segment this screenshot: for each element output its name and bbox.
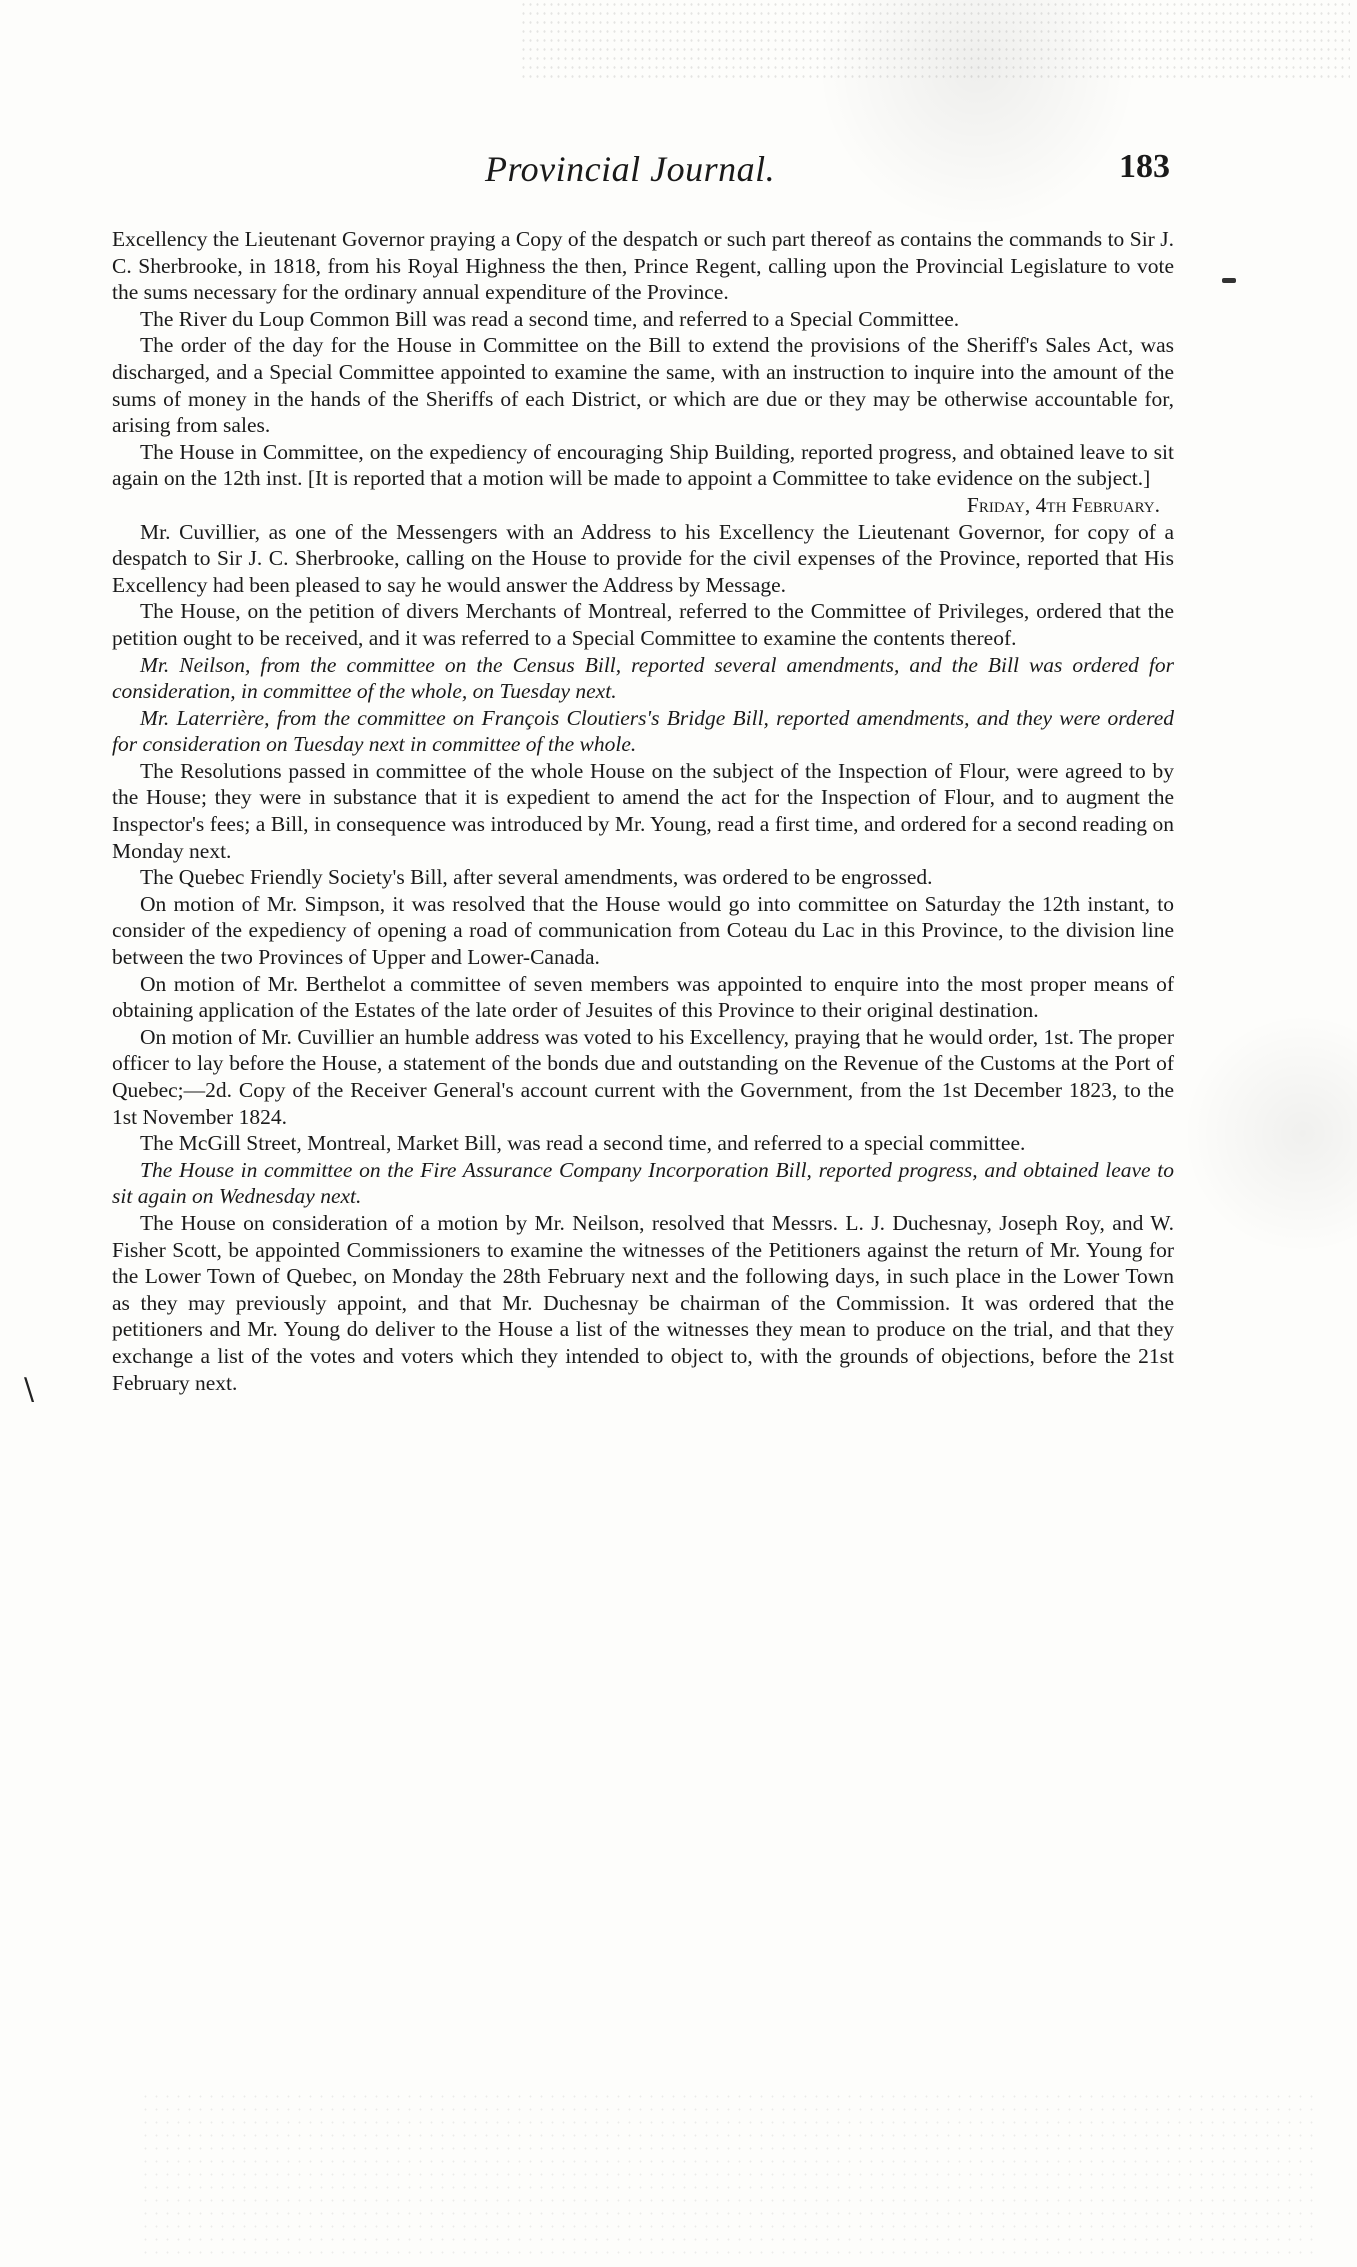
- paragraph-bridge-bill: Mr. Laterrière, from the committee on François Cloutiers's Bridge Bill, reported amendments, and they were ordered for consideration on Tuesday next in committee of the whole.: [112, 705, 1174, 757]
- paragraph-fire-assurance: The House in committee on the Fire Assurance Company Incorporation Bill, reported progress, and obtained leave to sit again on Wednesday next.: [112, 1157, 1174, 1209]
- scan-speckle-bottom: [140, 2090, 1320, 2260]
- paragraph-friendly-society: The Quebec Friendly Society's Bill, after several amendments, was ordered to be engrossed.: [140, 865, 933, 890]
- paragraph-customs-address: On motion of Mr. Cuvillier an humble address was voted to his Excellency, praying that he would order, 1st. The proper officer to lay before the House, a statement of the bonds due and outstanding on the Revenue of the Customs at the Port of Quebec;—2d. Copy of the Receiver General's account current with the Government, from the 1st December 1823, to the 1st November 1824.: [112, 1024, 1174, 1129]
- dateline-friday: Friday, 4th February.: [966, 492, 1160, 517]
- scan-speckle-top: [520, 0, 1350, 80]
- paragraph-merchants-petition: The House, on the petition of divers Merchants of Montreal, referred to the Committee of Privileges, ordered that the petition ought to be received, and it was referred to a Special Committee to examine the contents thereof.: [112, 599, 1174, 650]
- paragraph-inspection-of-flour: The Resolutions passed in committee of the whole House on the subject of the Inspection of Flour, were agreed to by the House; they were in substance that it is expedient to amend the act for the Inspection of Flour, and to augment the Inspector's fees; a Bill, in consequence was introduced by Mr. Young, read a first time, and ordered for a second reading on Monday next.: [112, 758, 1174, 863]
- ink-mark: [1222, 278, 1236, 283]
- paragraph-sheriffs-sales-act: The order of the day for the House in Committee on the Bill to extend the provisions of the Sheriff's Sales Act, was discharged, and a Special Committee appointed to examine the same, with an instruction to inquire into the amount of the sums of money in the hands of the Sheriffs of each District, or which are due or they may be otherwise accountable for, arising from sales.: [112, 333, 1174, 438]
- paragraph-mcgill-market-bill: The McGill Street, Montreal, Market Bill, was read a second time, and referred to a special committee.: [140, 1131, 1026, 1156]
- page-header: [140, 148, 1170, 198]
- paragraph-ship-building: The House in Committee, on the expediency of encouraging Ship Building, reported progress, and obtained leave to sit again on the 12th inst. [It is reported that a motion will be made to appoint a Committee to take evidence on the subject.]: [112, 439, 1174, 491]
- paragraph-excellency-despatch: Excellency the Lieutenant Governor praying a Copy of the despatch or such part thereof as contains the commands to Sir J. C. Sherbrooke, in 1818, from his Royal Highness the then, Prince Regent, calling upon the Provincial Legislature to vote the sums necessary for the ordinary annual expenditure of the Province.: [112, 227, 1174, 305]
- paragraph-jesuites-estates: On motion of Mr. Berthelot a committee of seven members was appointed to enquire into the most proper means of obtaining application of the Estates of the late order of Jesuites of this Province to their original destination.: [112, 971, 1174, 1023]
- page-number: 183: [1119, 148, 1170, 185]
- paragraph-simpson-road: On motion of Mr. Simpson, it was resolved that the House would go into committee on Saturday the 12th instant, to consider of the expediency of opening a road of communication from Coteau du Lac in this Province, to the division line between the two Provinces of Upper and Lower-Canada.: [112, 891, 1174, 970]
- paragraph-census-bill: Mr. Neilson, from the committee on the Census Bill, reported several amendments, and the Bill was ordered for consideration, in committee of the whole, on Tuesday next.: [112, 652, 1174, 704]
- running-title: Provincial Journal.: [485, 149, 776, 189]
- paragraph-cuvillier-messengers: Mr. Cuvillier, as one of the Messengers with an Address to his Excellency the Lieutenant Governor, for copy of a despatch to Sir J. C. Sherbrooke, calling on the House to provide for the civil expenses of the Province, reported that His Excellency had been pleased to say he would answer the Address by Message.: [112, 519, 1174, 597]
- journal-text: [112, 226, 1174, 1396]
- margin-mark: \: [24, 1372, 35, 1407]
- paragraph-election-commission: The House on consideration of a motion by Mr. Neilson, resolved that Messrs. L. J. Duchesnay, Joseph Roy, and W. Fisher Scott, be appointed Commissioners to examine the witnesses of the Petitioners against the return of Mr. Young for the Lower Town of Quebec, on Monday the 28th February next and the following days, in such place in the Lower Town as they may previously appoint, and that Mr. Duchesnay be chairman of the Commission. It was ordered that the petitioners and Mr. Young do deliver to the House a list of the witnesses they mean to produce on the trial, and that they exchange a list of the votes and voters which they intended to object to, with the grounds of objections, before the 21st February next.: [112, 1210, 1174, 1395]
- paragraph-river-du-loup-bill: The River du Loup Common Bill was read a second time, and referred to a Special Committee.: [140, 306, 960, 331]
